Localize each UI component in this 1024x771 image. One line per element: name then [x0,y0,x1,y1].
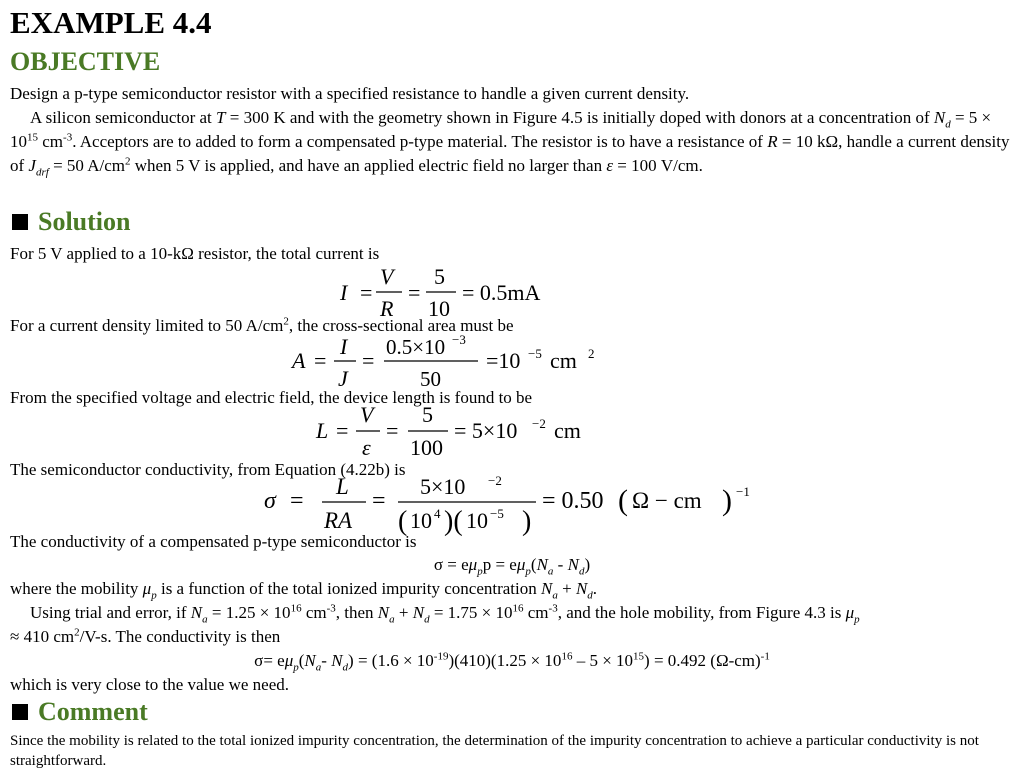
conductivity-equation [256,474,766,538]
svg-text:V: V [360,404,374,427]
svg-text:5: 5 [434,264,445,289]
solution-heading: Solution [12,207,131,237]
solution-line-3: From the specified voltage and electric field, the device length is found to be [10,388,533,407]
compensated-conductivity-formula: $\sigma = e\mu_pp = e\mu_p(N_a - N_d)$ [433,555,591,578]
svg-text:RA: RA [324,508,353,533]
svg-text:=: = [314,348,327,373]
svg-text:): ) [722,484,732,517]
current-equation [330,264,570,320]
svg-text:Ω − cm: Ω − cm [632,488,702,513]
svg-text:I: I [340,280,348,305]
svg-text:5: 5 [422,404,433,427]
svg-text:=: = [362,348,375,373]
svg-text:=: = [386,418,399,443]
objective-heading: OBJECTIVE [10,47,161,76]
svg-text:5×10: 5×10 [420,474,466,499]
svg-text:0.5×10: 0.5×10 [386,335,446,359]
svg-text:−5: −5 [528,346,542,361]
svg-text:cm: cm [554,418,581,443]
svg-text:10: 10 [466,508,488,533]
objective-text: Design a p-type semiconductor resistor with a specified resistance to handle a given current density. [10,84,690,103]
svg-text:ε: ε [362,435,371,460]
example-title: EXAMPLE 4.4 [10,5,212,40]
svg-text:−1: −1 [736,484,750,499]
svg-text:−5: −5 [490,506,504,521]
svg-text:= 0.5mA: = 0.5mA [462,280,541,305]
length-equation [306,404,606,462]
svg-text:=: = [360,280,373,305]
comment-text: Since the mobility is related to the total ionized impurity concentration, the determination of the impurity concentration to achieve a particular conductivity is not straightforward. [10,733,979,769]
square-bullet-icon [12,704,28,720]
svg-text:100: 100 [410,435,443,460]
svg-text:L: L [336,474,349,499]
svg-text:2: 2 [588,346,595,361]
svg-text:50: 50 [420,367,441,391]
svg-text:V: V [380,264,394,289]
square-bullet-icon [12,214,28,230]
svg-text:cm: cm [550,348,577,373]
comment-heading: Comment [12,697,148,727]
svg-text:σ: σ [264,488,276,514]
final-conductivity-formula: $\sigma= e\mu_p(N_a-$ $N_d) = (1.6 \times 10^{-19})(410)(1.25 \times 10^{16} - 5 \times 10^{15}) = 0.492$ $(\Omega-cm)^{-1}$ [254,650,770,674]
svg-text:R: R [380,296,394,320]
closing-text: which is very close to the value we need. [10,675,289,694]
svg-text:(: ( [398,506,408,537]
svg-text:=: = [408,280,421,305]
svg-text:L: L [316,418,329,443]
svg-text:I: I [340,334,348,359]
solution-line-1: For 5 V applied to a 10-kΩ resistor, the total current is [10,244,380,263]
svg-text:): ) [522,506,532,537]
problem-statement: A silicon semiconductor at T = 300 K and with the geometry shown in Figure 4.5 is initially doped with donors at a concentration of $N_d = 5 \times 10^{15}$ $cm^{-3}$. Acceptors are to added to form a compensated p-type material. The resistor is to have a resistance of R = 10 kΩ, handle a current density of $J_{drf} = 50$ $A/cm^2$ when 5 V is applied, and have an applied electric field no larger than ε = 100 V/cm. [10,108,1010,179]
solution-line-4: The semiconductor conductivity, from Equation (4.22b) is [10,460,406,479]
svg-text:10: 10 [410,508,432,533]
svg-text:10: 10 [428,296,450,320]
svg-text:= 0.50: = 0.50 [542,488,604,514]
svg-text:J: J [338,366,348,391]
area-equation [282,334,622,392]
svg-text:= 5×10: = 5×10 [454,418,518,443]
svg-text:−2: −2 [488,474,502,488]
svg-text:(: ( [618,484,628,517]
svg-text:=: = [336,418,349,443]
trial-and-error-text: Using trial and error, if $N_a = 1.25 \times 10^{16}$ $cm^{-3}$, then $N_a + N_d = 1.75 \times 10^{16}$ $cm^{-3}$, and the hole mobility, from Figure 4.3 is $\mu_p$ ≈ 410 $cm^2/V-s$. The conductivity is then [10,602,860,646]
mobility-text: where the mobility $\mu_p$ is a function of the total ionized impurity concentration $N_a + N_d$. [10,579,598,602]
svg-text:=: = [290,488,304,514]
svg-text:A: A [292,348,306,373]
svg-text:−3: −3 [452,334,466,347]
solution-line-2: For a current density limited to 50 $A/cm^2$, the cross-sectional area must be [10,315,514,335]
svg-text:=10: =10 [486,348,521,373]
svg-text:)(: )( [444,506,463,537]
svg-text:=: = [372,488,386,514]
solution-line-5: The conductivity of a compensated p-type semiconductor is [10,532,417,551]
svg-text:−2: −2 [532,416,546,431]
svg-text:4: 4 [434,506,441,521]
